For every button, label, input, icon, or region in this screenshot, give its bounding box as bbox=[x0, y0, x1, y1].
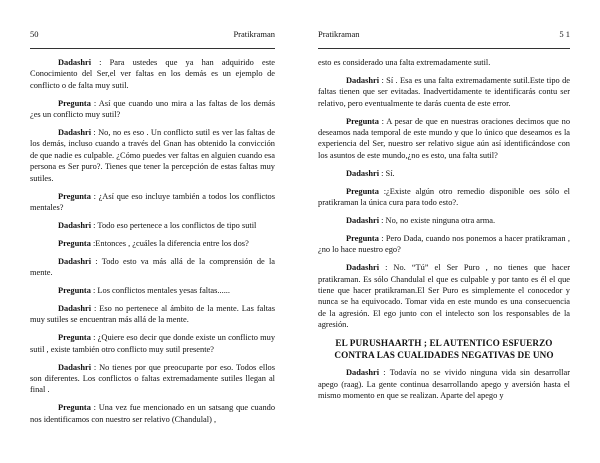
right-page-body bbox=[318, 57, 570, 401]
dialogue-paragraph bbox=[318, 262, 570, 330]
speaker-name: Pregunta bbox=[58, 191, 91, 201]
dialogue-text: : Todavía no se vivido ninguna vida sin desarrollar apego (raag). La gente continua desarrollando apego y aversión hasta el mismo momento en que se realizan. Aparte del apego y bbox=[318, 368, 571, 400]
speaker-name: Dadashri bbox=[346, 75, 380, 85]
dialogue-paragraph bbox=[30, 362, 275, 396]
dialogue-text: : Sí. bbox=[381, 168, 395, 178]
dialogue-text: :¿Existe algún otro remedio disponible oes sólo el pratikraman la única cura para todo esto?. bbox=[318, 186, 571, 208]
dialogue-paragraph bbox=[30, 98, 275, 121]
dialogue-paragraph bbox=[30, 220, 275, 231]
dialogue-text: : Sí . Esa es una falta extremadamente sutil.Este tipo de faltas tienen que ser evitadas. Inadvertidamente te identificarás contu ser relativo, pero eventualmente te darás cuenta de este error. bbox=[318, 75, 570, 108]
speaker-name: Dadashri bbox=[58, 58, 92, 67]
speaker-name: Pregunta bbox=[58, 98, 91, 108]
section-heading bbox=[318, 337, 570, 361]
speaker-name: Pregunta bbox=[346, 186, 379, 196]
dialogue-text: : Para ustedes que ya han adquirido este Conocimiento del Ser,el ver faltas en los demás es un ejemplo de conflicto o de falta muy sutil. bbox=[30, 58, 275, 90]
dialogue-paragraph bbox=[318, 168, 570, 179]
dialogue-paragraph bbox=[30, 285, 275, 296]
speaker-name: Pregunta bbox=[58, 403, 91, 413]
left-page-body bbox=[30, 57, 275, 425]
dialogue-text: : No tienes por que preocuparte por eso. Todos ellos son diferentes. Los conflictos o faltas extremadamente sutiles llegan al final . bbox=[30, 362, 276, 395]
running-title: Pratikraman bbox=[318, 29, 360, 39]
speaker-name: Dadashri bbox=[58, 303, 92, 313]
dialogue-paragraph bbox=[30, 238, 275, 249]
page-number: 5 1 bbox=[559, 29, 570, 39]
left-page-header bbox=[30, 26, 275, 49]
speaker-name: Dadashri bbox=[58, 220, 92, 230]
dialogue-paragraph bbox=[318, 186, 570, 209]
dialogue-text: : Eso no pertenece al ámbito de la mente. Las faltas muy sutiles se encuentran más allá de la mente. bbox=[30, 303, 275, 325]
dialogue-text: : Todo esto va más allá de la comprensión de la mente. bbox=[30, 256, 275, 278]
left-page bbox=[30, 0, 275, 463]
speaker-name: Pregunta bbox=[58, 286, 91, 295]
dialogue-text: :Entonces , ¿cuáles la diferencia entre los dos? bbox=[92, 238, 249, 248]
dialogue-paragraph bbox=[30, 191, 275, 214]
speaker-name: Dadashri bbox=[346, 263, 380, 273]
dialogue-text: : No, no existe ninguna otra arma. bbox=[381, 215, 496, 225]
dialogue-text: : Una vez fue mencionado en un satsang que cuando nos identificamos con nuestro ser relativo (Chandulal) , bbox=[30, 403, 276, 424]
speaker-name: Dadashri bbox=[346, 168, 380, 178]
right-page-header bbox=[318, 26, 570, 49]
speaker-name: Dadashri bbox=[346, 368, 380, 378]
dialogue-text: : ¿Así que eso incluye también a todos los conflictos mentales? bbox=[30, 191, 275, 212]
speaker-name: Dadashri bbox=[346, 215, 380, 225]
dialogue-paragraph bbox=[318, 75, 570, 109]
dialogue-paragraph bbox=[30, 303, 275, 326]
dialogue-text: : Los conflictos mentales yesas faltas...... bbox=[92, 286, 230, 295]
running-title: Pratikraman bbox=[233, 29, 275, 39]
speaker-name: Pregunta bbox=[58, 333, 91, 343]
dialogue-text: : ¿Quiere eso decir que donde existe un conflicto muy sutil , existe también otro conflicto muy sutil presente? bbox=[30, 333, 276, 354]
dialogue-text: : A pesar de que en nuestras oraciones decimos que no deseamos nada temporal de este mundo y que lo único que deseamos es la experiencia del Ser, nuestro ser relativo sigue aún así identificándose con los asuntos de este mundo,¿no es esto, una falta sutil? bbox=[318, 116, 571, 160]
speaker-name: Pregunta bbox=[58, 238, 91, 248]
speaker-name: Dadashri bbox=[58, 256, 92, 266]
speaker-name: Dadashri bbox=[58, 362, 92, 372]
dialogue-text: : Todo eso pertenece a los conflictos de tipo sutil bbox=[93, 220, 257, 230]
dialogue-paragraph bbox=[318, 215, 570, 226]
speaker-name: Pregunta bbox=[346, 233, 379, 243]
dialogue-paragraph bbox=[30, 127, 275, 184]
dialogue-paragraph bbox=[318, 367, 570, 401]
section-heading-line: CONTRA LAS CUALIDADES NEGATIVAS DE UNO bbox=[334, 350, 554, 361]
dialogue-text: : No, no es eso . Un conflicto sutil es ver las faltas de los demás, incluso cuando a través del Gnan has obtenido la convicción de que nadie es culpable. ¿Cómo puedes ver faltas en alguien cuando esa persona es Ser puro?. Tienes que tener la percepción de estas faltas muy sutiles. bbox=[30, 128, 275, 183]
page-number: 50 bbox=[30, 29, 39, 39]
section-heading-line: EL PURUSHAARTH ; EL AUTENTICO ESFUERZO bbox=[335, 338, 553, 349]
dialogue-paragraph bbox=[318, 116, 570, 162]
dialogue-text: : Pero Dada, cuando nos ponemos a hacer pratikraman , ¿no lo hace nuestro ego? bbox=[318, 233, 571, 255]
dialogue-paragraph bbox=[30, 402, 275, 425]
dialogue-paragraph bbox=[30, 57, 275, 91]
speaker-name: Dadashri bbox=[58, 128, 92, 138]
dialogue-paragraph bbox=[318, 233, 570, 256]
continued-paragraph: esto es considerado una falta extremadamente sutil. bbox=[318, 58, 491, 67]
dialogue-paragraph bbox=[30, 332, 275, 355]
speaker-name: Pregunta bbox=[346, 116, 379, 126]
dialogue-text: : No. “Tú” el Ser Puro , no tienes que hacer pratikraman. Es sólo Chandulal el que es culpable y por tanto es él el que tiene que hacer pratikraman.El Ser Puro es simplemente el conocedor y nunca se ha equivocado. Tomar vida en este mundo es una consecuencia de la agresión. El ego junto con el intelecto son los responsables de la agresión. bbox=[318, 263, 570, 330]
dialogue-text: : Así que cuando uno mira a las faltas de los demás ¿es un conflicto muy sutil? bbox=[30, 98, 275, 120]
right-page bbox=[318, 0, 570, 463]
dialogue-paragraph bbox=[30, 256, 275, 279]
